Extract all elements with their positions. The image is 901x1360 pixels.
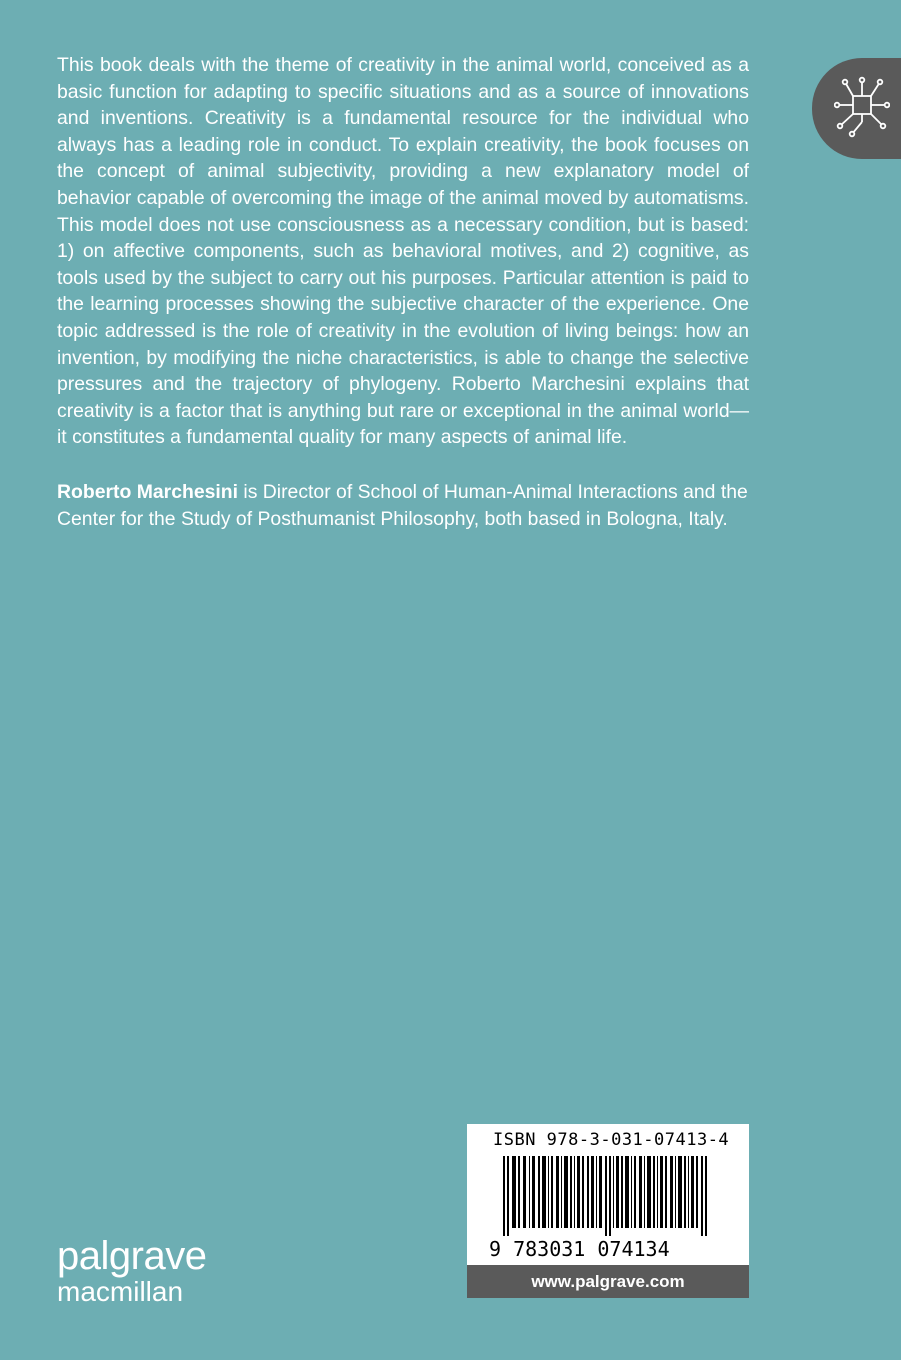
barcode-icon xyxy=(503,1156,715,1236)
barcode-digits: 9 783031 074134 xyxy=(489,1237,670,1261)
publisher-logo-text xyxy=(57,1236,206,1306)
publisher-logo-tab xyxy=(812,58,901,159)
publisher-url: www.palgrave.com xyxy=(467,1265,749,1298)
author-bio xyxy=(57,479,777,532)
book-description: This book deals with the theme of creativity in the animal world, conceived as a basic function for adapting to specific situations and as a source of innovations and inventions. Creativity is a fundamental resource for the individual who always has a leading role in conduct. To explain creativity, the book focuses on the concept of animal subjectivity, providing a new explanatory model of behavior capable of overcoming the image of the animal moved by automatisms. This model does not use consciousness as a necessary condition, but is based: 1) on affective components, such as behavioral motives, and 2) cognitive, as tools used by the subject to carry out his purposes. Particular attention is paid to the learning processes showing the subjective character of the experience. One topic addressed is the role of creativity in the evolution of living beings: how an invention, by modifying the niche characteristics, is able to change the selective pressures and the trajectory of phylogeny. Roberto Marchesini explains that creativity is a factor that is anything but rare or exceptional in the animal world—it constitutes a fundamental quality for many aspects of animal life. xyxy=(57,54,749,449)
author-bio-text: is Director of School of Human-Animal Interactions and the Center for the Study of Posthumanist Philosophy, both based in Bologna, Italy. xyxy=(57,481,748,530)
publisher-name-line1: palgrave xyxy=(57,1234,207,1278)
author-name: Roberto Marchesini xyxy=(57,481,239,503)
publisher-name-line2: macmillan xyxy=(57,1276,184,1307)
barcode-panel xyxy=(467,1124,749,1265)
isbn-label: ISBN 978-3-031-07413-4 xyxy=(493,1130,730,1150)
palgrave-network-logo-icon xyxy=(834,76,890,140)
